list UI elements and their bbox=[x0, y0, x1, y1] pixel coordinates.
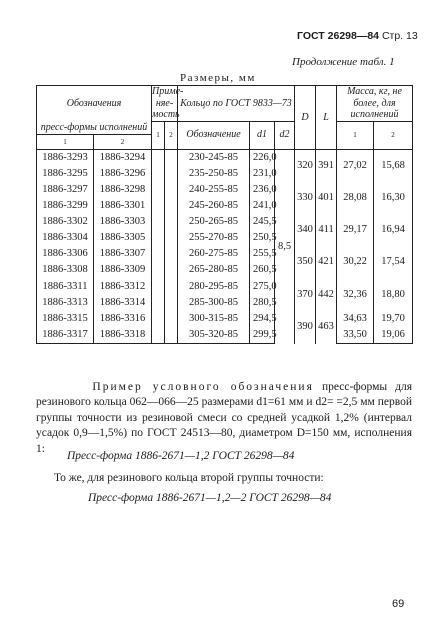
cell-m1: 30,22 bbox=[337, 247, 374, 279]
header-D: D bbox=[295, 86, 316, 150]
header-mass: Масса, кг, не более, для исполнений bbox=[337, 86, 413, 122]
cell-e1: 1886-3315 bbox=[37, 311, 94, 327]
cell-m1: 28,08 bbox=[337, 182, 374, 214]
cell-d1: 294,5 bbox=[250, 311, 275, 327]
cell-e2: 1886-3294 bbox=[94, 150, 152, 167]
cell-e2: 1886-3312 bbox=[94, 279, 152, 295]
cell-e2: 1886-3307 bbox=[94, 247, 152, 263]
example-formula-2: Пресс-форма 1886-2671—1,2—2 ГОСТ 26298—84 bbox=[88, 492, 332, 504]
cell-e2: 1886-3298 bbox=[94, 182, 152, 198]
cell-ring: 300-315-85 bbox=[178, 311, 250, 327]
cell-L: 421 bbox=[316, 247, 337, 279]
cell-L: 463 bbox=[316, 311, 337, 344]
cell-e1: 1886-3295 bbox=[37, 166, 94, 182]
cell-m2: 18,80 bbox=[374, 279, 413, 311]
header-app2: 2 bbox=[165, 121, 178, 150]
cell-d1: 231,0 bbox=[250, 166, 275, 182]
cell-L: 442 bbox=[316, 279, 337, 311]
cell-m1: 27,02 bbox=[337, 150, 374, 183]
cell-e2: 1886-3296 bbox=[94, 166, 152, 182]
cell-e2: 1886-3314 bbox=[94, 295, 152, 311]
cell-d1: 241,0 bbox=[250, 198, 275, 214]
cell-ring: 255-270-85 bbox=[178, 230, 250, 246]
cell-d2: 8,5 bbox=[275, 150, 295, 344]
cell-e2: 1886-3305 bbox=[94, 230, 152, 246]
cell-ring: 265-280-85 bbox=[178, 263, 250, 279]
header-designation: Обозначения bbox=[37, 86, 152, 122]
cell-d1: 299,5 bbox=[250, 327, 275, 344]
cell-m1: 29,17 bbox=[337, 214, 374, 246]
cell-m2: 17,54 bbox=[374, 247, 413, 279]
cell-e1: 1886-3304 bbox=[37, 230, 94, 246]
example-line-2: То же, для резинового кольца второй группы точности: bbox=[54, 472, 324, 484]
cell-e2: 1886-3303 bbox=[94, 214, 152, 230]
cell-ring: 235-250-85 bbox=[178, 166, 250, 182]
cell-m1: 33,50 bbox=[337, 327, 374, 344]
cell-L: 401 bbox=[316, 182, 337, 214]
example-formula-1: Пресс-форма 1886-2671—1,2 ГОСТ 26298—84 bbox=[67, 450, 295, 462]
cell-d1: 226,0 bbox=[250, 150, 275, 167]
cell-ring: 305-320-85 bbox=[178, 327, 250, 344]
cell-ring: 285-300-85 bbox=[178, 295, 250, 311]
cell-d1: 245,5 bbox=[250, 214, 275, 230]
cell-m2: 16,30 bbox=[374, 182, 413, 214]
cell-d1: 260,5 bbox=[250, 263, 275, 279]
cell-e1: 1886-3302 bbox=[37, 214, 94, 230]
cell-e1: 1886-3308 bbox=[37, 263, 94, 279]
cell-e1: 1886-3297 bbox=[37, 182, 94, 198]
header-press-forms: пресс-формы исполнений bbox=[37, 121, 152, 135]
cell-e1: 1886-3311 bbox=[37, 279, 94, 295]
cell-m2: 19,70 bbox=[374, 311, 413, 327]
cell-e2: 1886-3318 bbox=[94, 327, 152, 344]
cell-e1: 1886-3299 bbox=[37, 198, 94, 214]
header-col2: 2 bbox=[94, 135, 152, 150]
cell-d1: 280,5 bbox=[250, 295, 275, 311]
cell-e2: 1886-3301 bbox=[94, 198, 152, 214]
dimensions-table bbox=[36, 85, 413, 344]
cell-D: 370 bbox=[295, 279, 316, 311]
page-number: 69 bbox=[392, 598, 405, 610]
sizes-label: Размеры, мм bbox=[180, 72, 256, 84]
page-ref: Стр. 13 bbox=[381, 30, 418, 42]
cell-D: 320 bbox=[295, 150, 316, 183]
cell-ring: 260-275-85 bbox=[178, 247, 250, 263]
cell-L: 391 bbox=[316, 150, 337, 183]
cell-d1: 236,0 bbox=[250, 182, 275, 198]
header-applicability: Приме-няе-мость bbox=[152, 86, 184, 120]
header-L: L bbox=[316, 86, 337, 150]
cell-m2: 16,94 bbox=[374, 214, 413, 246]
cell-D: 340 bbox=[295, 214, 316, 246]
cell-D: 350 bbox=[295, 247, 316, 279]
cell-e1: 1886-3313 bbox=[37, 295, 94, 311]
header-m2: 2 bbox=[374, 121, 413, 150]
cell-L: 411 bbox=[316, 214, 337, 246]
cell-e1: 1886-3293 bbox=[37, 150, 94, 167]
header-m1: 1 bbox=[337, 121, 374, 150]
gost-number: ГОСТ 26298—84 bbox=[297, 30, 380, 42]
cell-e1: 1886-3317 bbox=[37, 327, 94, 344]
cell-d1: 275,0 bbox=[250, 279, 275, 295]
example-lead: Пример условного обозначения bbox=[92, 381, 314, 393]
header-d2: d2 bbox=[275, 121, 295, 150]
header-d1: d1 bbox=[250, 121, 275, 150]
header-ring-designation: Обозначение bbox=[178, 121, 250, 150]
cell-e1: 1886-3306 bbox=[37, 247, 94, 263]
header-ring: Кольцо по ГОСТ 9833—73 bbox=[178, 86, 295, 122]
cell-m1: 32,36 bbox=[337, 279, 374, 311]
cell-m1: 34,63 bbox=[337, 311, 374, 327]
continuation-label: Продолжение табл. 1 bbox=[292, 56, 395, 68]
header-col1: 1 bbox=[37, 135, 94, 150]
cell-e2: 1886-3316 bbox=[94, 311, 152, 327]
cell-D: 330 bbox=[295, 182, 316, 214]
example-paragraph bbox=[36, 380, 412, 457]
cell-ring: 240-255-85 bbox=[178, 182, 250, 198]
cell-m2: 19,06 bbox=[374, 327, 413, 344]
cell-ring: 245-260-85 bbox=[178, 198, 250, 214]
cell-ring: 230-245-85 bbox=[178, 150, 250, 167]
cell-ring: 280-295-85 bbox=[178, 279, 250, 295]
example-text: пресс-формы для резинового кольца 062—066—25 размерами d1=61 мм и d2= =2,5 мм первой группы точности из резиновой смеси со средней усадкой 1,2% (интервал усадок 0,9—1,5%) по ГОСТ 24513—80, диаметром D=150 мм, исполнения 1: bbox=[36, 381, 413, 455]
cell-D: 390 bbox=[295, 311, 316, 344]
header-app1: 1 bbox=[152, 121, 165, 150]
cell-ring: 250-265-85 bbox=[178, 214, 250, 230]
document-code bbox=[297, 30, 418, 42]
cell-d1: 250,5 bbox=[250, 230, 275, 246]
cell-e2: 1886-3309 bbox=[94, 263, 152, 279]
cell-m2: 15,68 bbox=[374, 150, 413, 183]
cell-d1: 255,5 bbox=[250, 247, 275, 263]
